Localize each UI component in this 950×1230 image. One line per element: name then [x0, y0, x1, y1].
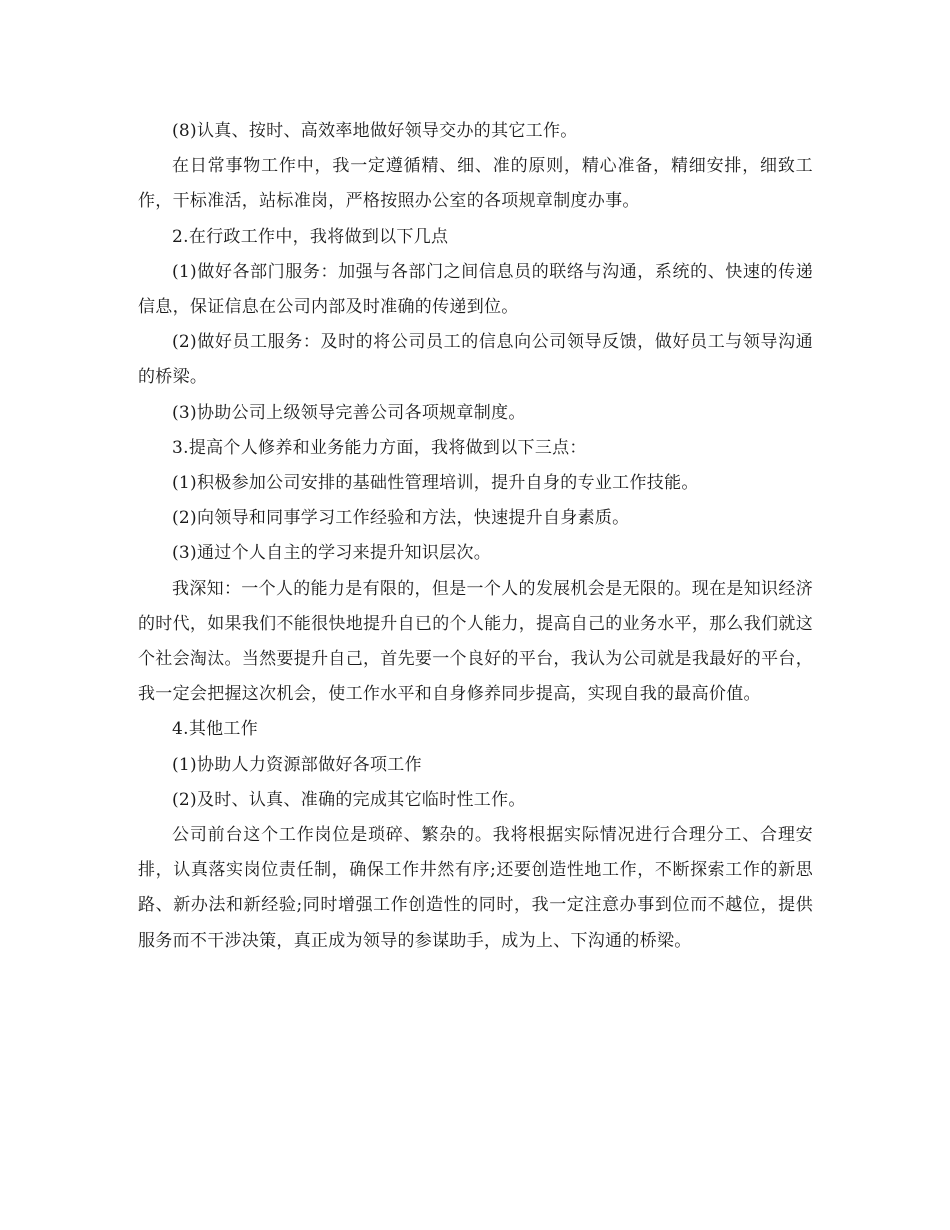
list-item: (1)协助人力资源部做好各项工作 [172, 754, 422, 775]
paragraph: 公司前台这个工作岗位是琐碎、繁杂的。我将根据实际情况进行合理分工、合理安排，认真落实岗位责任制，确保工作井然有序;还要创造性地工作，不断探索工作的新思路、新办法和新经验;同时增强工作创造性的同时，我一定注意办事到位而不越位，提供服务而不干涉决策，真正成为领导的参谋助手，成为上、下沟通的桥梁。 [138, 825, 813, 951]
section-heading: 4.其他工作 [172, 719, 259, 740]
list-item: (2)向领导和同事学习工作经验和方法，快速提升自身素质。 [172, 508, 630, 529]
list-item: (1)积极参加公司安排的基础性管理培训，提升自身的专业工作技能。 [172, 473, 699, 494]
document-body [138, 114, 813, 959]
list-item: (3)通过个人自主的学习来提升知识层次。 [172, 543, 492, 564]
list-item: (2)及时、认真、准确的完成其它临时性工作。 [172, 789, 526, 810]
paragraph: 我深知：一个人的能力是有限的，但是一个人的发展机会是无限的。现在是知识经济的时代，如果我们不能很快地提升自已的个人能力，提高自己的业务水平，那么我们就这个社会淘汰。当然要提升自己，首先要一个良好的平台，我认为公司就是我最好的平台，我一定会把握这次机会，使工作水平和自身修养同步提高，实现自我的最高价值。 [138, 578, 813, 705]
paragraph: (8)认真、按时、高效率地做好领导交办的其它工作。 [172, 121, 578, 141]
list-item: (3)协助公司上级领导完善公司各项规章制度。 [172, 402, 526, 423]
paragraph: 在日常事物工作中，我一定遵循精、细、准的原则，精心准备，精细安排，细致工作，干标准活，站标准岗，严格按照办公室的各项规章制度办事。 [138, 156, 813, 212]
list-item: (1)做好各部门服务：加强与各部门之间信息员的联络与沟通，系统的、快速的传递信息，保证信息在公司内部及时准确的传递到位。 [138, 261, 813, 318]
section-heading: 2.在行政工作中，我将做到以下几点 [172, 226, 449, 247]
section-heading: 3.提高个人修养和业务能力方面，我将做到以下三点： [172, 437, 587, 458]
list-item: (2)做好员工服务：及时的将公司员工的信息向公司领导反馈，做好员工与领导沟通的桥梁。 [138, 332, 813, 388]
